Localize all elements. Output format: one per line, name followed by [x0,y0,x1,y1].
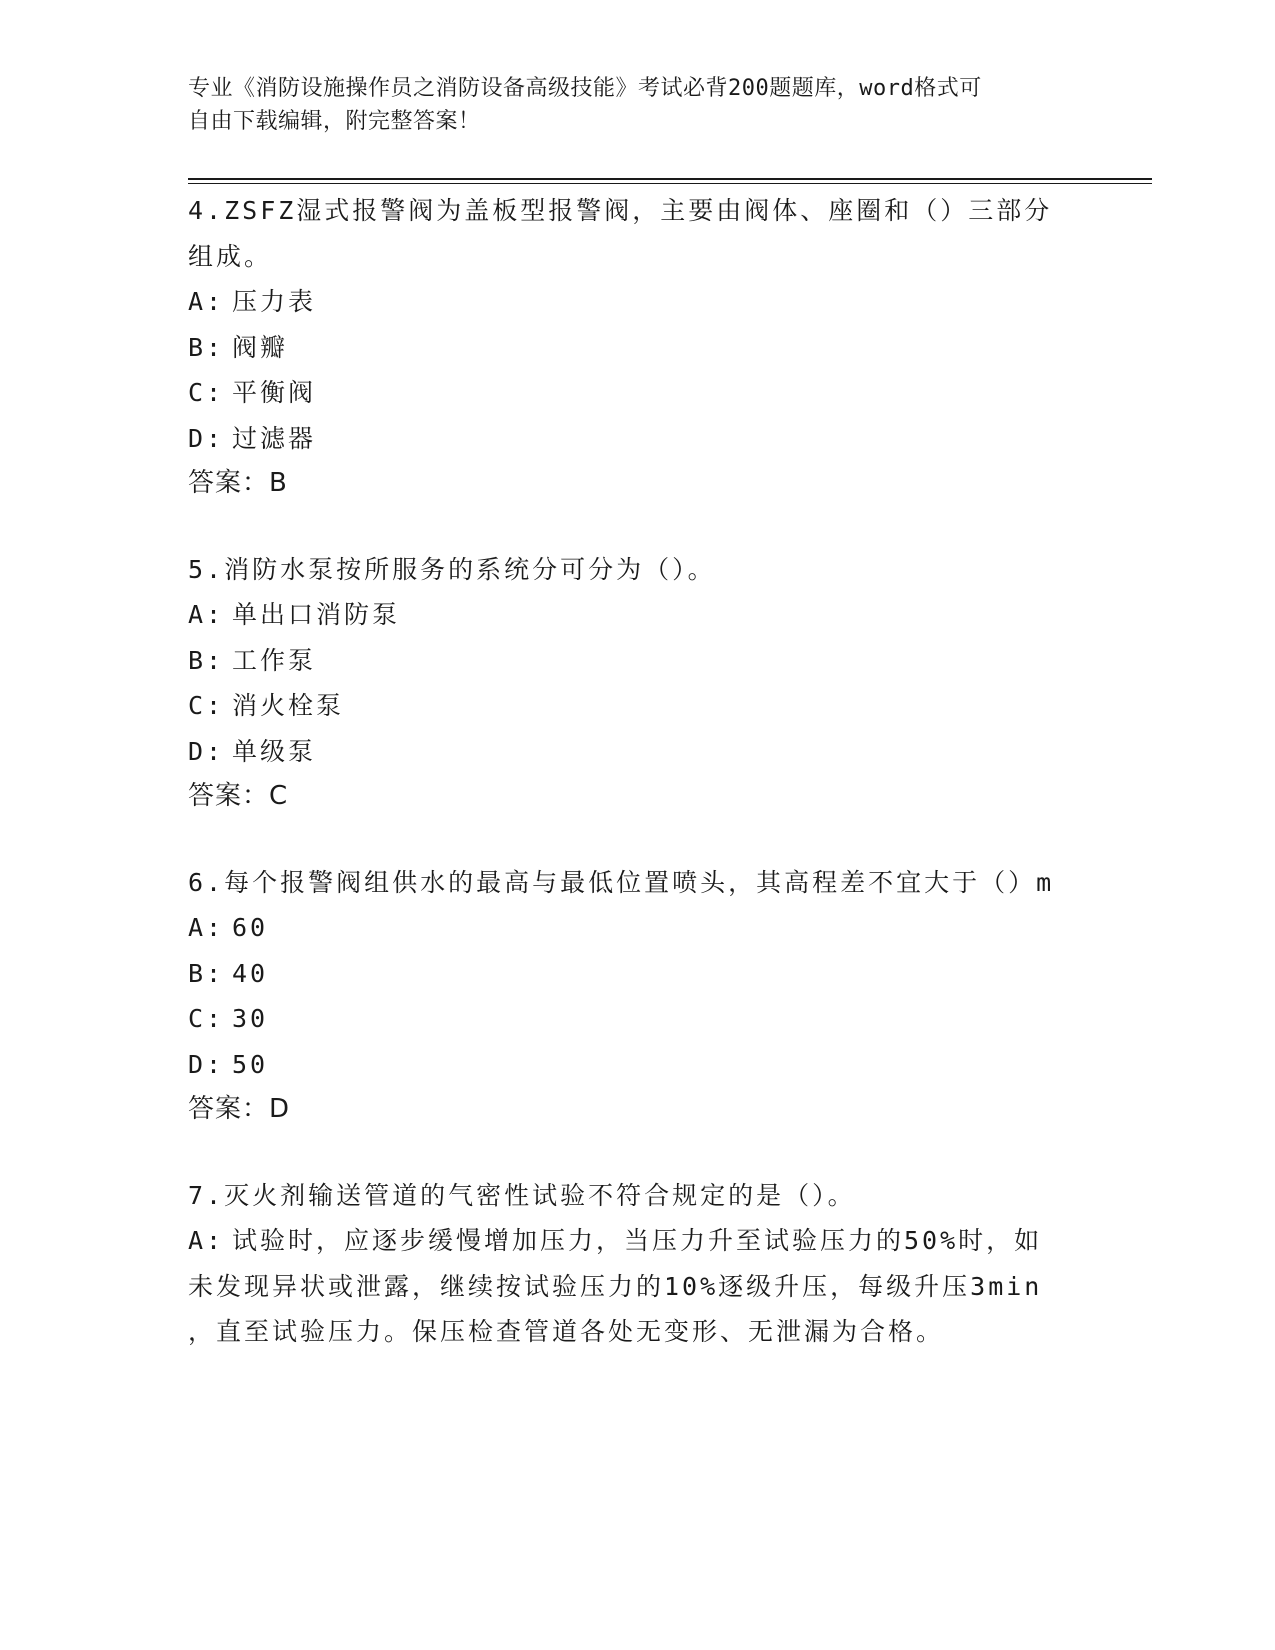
question-4 [188,188,1088,507]
option-letter: A: [188,287,225,316]
option-a [188,592,1088,638]
option-text: 单级泵 [232,736,317,766]
option-letter: C: [188,691,225,720]
answer-line: 答案：D [188,1094,291,1124]
option-text: 阀瓣 [232,332,289,362]
header-line-1: 专业《消防设施操作员之消防设备高级技能》考试必背200题题库，word格式可 [188,76,982,101]
option-letter: A: [188,913,225,942]
option-d [188,416,1088,462]
answer-line: 答案：C [188,781,289,811]
question-stem-continued: 组成。 [188,241,273,271]
option-text: 50 [232,1049,269,1079]
option-text: 工作泵 [232,645,317,675]
option-c [188,996,1088,1042]
option-a [188,905,1088,951]
option-a-continued: 未发现异状或泄露，继续按试验压力的10%逐级升压，每级升压3min [188,1271,1043,1301]
question-stem: 7.灭火剂输送管道的气密性试验不符合规定的是（）。 [188,1180,856,1210]
option-a [188,279,1088,325]
option-b [188,951,1088,997]
option-letter: B: [188,958,225,988]
option-a-continued: ，直至试验压力。保压检查管道各处无变形、无泄漏为合格。 [188,1317,945,1346]
option-text: 试验时，应逐步缓慢增加压力，当压力升至试验压力的50%时，如 [232,1226,1043,1255]
option-letter: A: [188,600,225,629]
option-text: 消火栓泵 [232,691,345,720]
option-letter: A: [188,1226,225,1255]
option-d [188,729,1088,775]
question-stem: 5.消防水泵按所服务的系统分可分为（）。 [188,554,716,584]
option-d [188,1042,1088,1088]
option-c [188,370,1088,416]
option-letter: B: [188,332,225,362]
option-letter: C: [188,378,225,407]
question-7 [188,1173,1088,1355]
option-text: 过滤器 [232,423,317,453]
option-text: 40 [232,958,269,988]
option-text: 压力表 [232,287,317,316]
header-divider-thin [188,183,1152,184]
option-letter: C: [188,1004,225,1033]
option-letter: D: [188,423,225,453]
option-text: 30 [232,1004,269,1033]
question-stem: 4.ZSFZ湿式报警阀为盖板型报警阀，主要由阀体、座圈和（）三部分 [188,196,1053,225]
option-a [188,1218,1088,1264]
option-text: 平衡阀 [232,378,317,407]
option-letter: D: [188,1049,225,1079]
document-header [188,72,1068,138]
question-list [188,188,1088,1395]
option-letter: B: [188,645,225,675]
option-b [188,325,1088,371]
question-6 [188,860,1088,1133]
option-text: 60 [232,913,269,942]
option-letter: D: [188,736,225,766]
option-text: 单出口消防泵 [232,600,401,629]
header-line-2: 自由下载编辑，附完整答案！ [188,109,481,134]
option-b [188,638,1088,684]
question-stem: 6.每个报警阀组供水的最高与最低位置喷头，其高程差不宜大于（）m [188,867,1055,897]
question-5 [188,547,1088,820]
header-divider-thick [188,178,1152,180]
option-c [188,683,1088,729]
answer-line: 答案：B [188,468,288,498]
